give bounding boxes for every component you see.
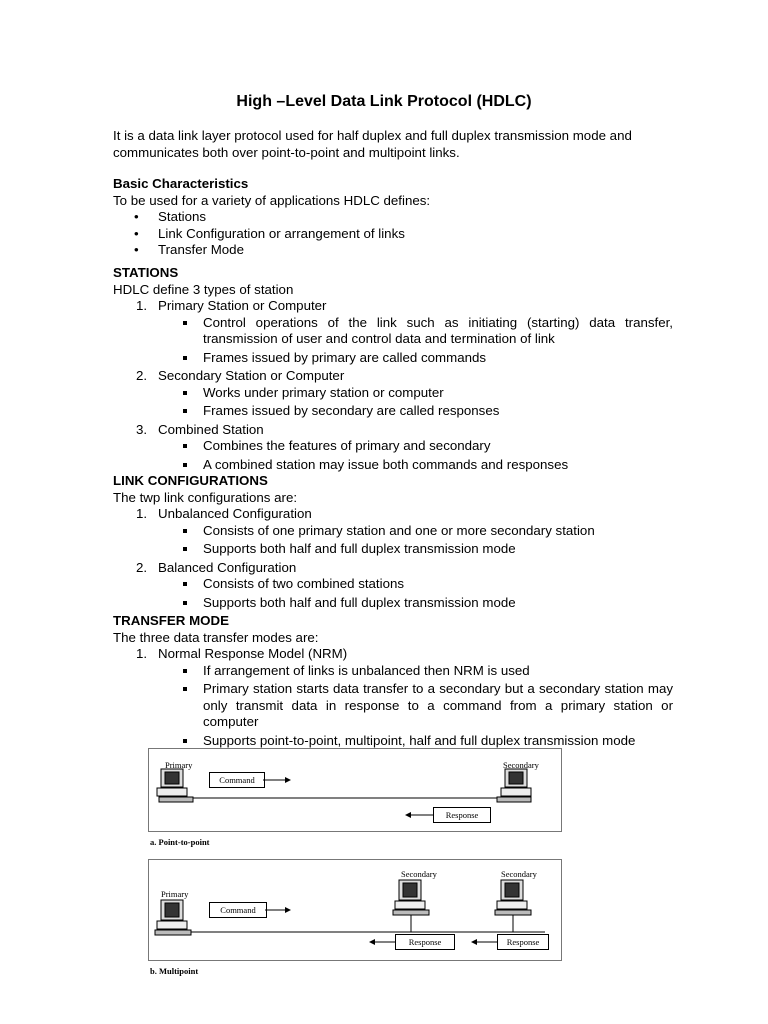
response-box: Response: [433, 807, 491, 823]
item-label: Balanced Configuration: [158, 559, 297, 575]
command-arrowhead: [285, 907, 291, 913]
sub-item: Consists of two combined stations: [113, 576, 673, 593]
sub-item: Consists of one primary station and one or more secondary station: [113, 523, 673, 540]
response-arrowhead: [405, 812, 411, 818]
computer-icon: [155, 900, 191, 935]
list-item: [113, 422, 673, 439]
numbered-list: [113, 298, 673, 315]
numbered-list: [113, 560, 673, 577]
sub-item: If arrangement of links is unbalanced then NRM is used: [113, 663, 673, 680]
item-number: 1.: [136, 298, 148, 313]
sub-item: Combines the features of primary and secondary: [113, 438, 673, 455]
list-item: • Transfer Mode: [113, 242, 673, 259]
item-number: 2.: [136, 559, 148, 575]
numbered-list: [113, 422, 673, 439]
sub-list: [113, 663, 673, 750]
page-title: High –Level Data Link Protocol (HDLC): [236, 93, 532, 110]
section-lead: HDLC define 3 types of station: [113, 281, 294, 297]
computer-icon: [157, 769, 193, 802]
command-box: Command: [209, 902, 267, 918]
item-label: Primary Station or Computer: [158, 298, 327, 313]
sub-list: [113, 438, 673, 473]
list-item: [113, 646, 673, 663]
link-configurations-section: [113, 473, 673, 613]
primary-label: Primary: [161, 889, 189, 899]
item-number: 3.: [136, 421, 148, 437]
command-arrowhead: [285, 777, 291, 783]
computer-icon: [497, 769, 531, 802]
sub-item: Frames issued by primary are called commands: [113, 350, 673, 367]
point-to-point-diagram: [148, 748, 562, 832]
item-number: 1.: [136, 506, 148, 521]
primary-label: Primary: [165, 760, 193, 770]
section-lead: The three data transfer modes are:: [113, 629, 319, 645]
list-item: [113, 298, 673, 315]
secondary-label: Secondary: [501, 869, 537, 879]
computer-icon: [393, 880, 429, 915]
section-heading: LINK CONFIGURATIONS: [113, 473, 268, 488]
figure-caption: a. Point-to-point: [150, 837, 210, 847]
list-item: • Stations: [113, 209, 673, 226]
numbered-list: [113, 368, 673, 385]
item-number: 2.: [136, 368, 148, 383]
bullet-list: [113, 209, 673, 259]
sub-list: [113, 385, 673, 420]
response-box: Response: [497, 934, 549, 950]
item-number: 1.: [136, 646, 148, 661]
section-lead: The twp link configurations are:: [113, 489, 298, 505]
item-label: Unbalanced Configuration: [158, 506, 312, 521]
sub-item: Supports both half and full duplex transmission mode: [113, 595, 673, 612]
command-box: Command: [209, 772, 265, 788]
sub-item: Supports point-to-point, multipoint, half and full duplex transmission mode: [113, 733, 673, 750]
multipoint-diagram: [148, 859, 562, 961]
sub-item: Control operations of the link such as initiating (starting) data transfer, transmission of user and control data and termination of link: [113, 315, 673, 348]
item-label: Secondary Station or Computer: [158, 368, 345, 383]
section-heading: Basic Characteristics: [113, 176, 249, 191]
item-label: Combined Station: [158, 421, 264, 437]
numbered-list: [113, 506, 673, 523]
sub-list: [113, 523, 673, 558]
response-box: Response: [395, 934, 455, 950]
stations-section: [113, 265, 673, 475]
response-arrowhead: [369, 939, 375, 945]
section-heading: STATIONS: [113, 265, 179, 280]
list-item: [113, 560, 673, 577]
secondary-label: Secondary: [401, 869, 437, 879]
sub-item: A combined station may issue both commands and responses: [113, 457, 673, 474]
figure-caption: b. Multipoint: [150, 966, 199, 976]
list-item: • Link Configuration or arrangement of links: [113, 226, 673, 243]
sub-list: [113, 315, 673, 367]
intro-paragraph: It is a data link layer protocol used for half duplex and full duplex transmission mode and communicates both over point-to-point and multipoint links.: [113, 128, 632, 160]
section-lead: To be used for a variety of applications HDLC defines:: [113, 192, 431, 208]
diagram-drawing: [149, 749, 561, 831]
sub-item: Works under primary station or computer: [113, 385, 673, 402]
numbered-list: [113, 646, 673, 663]
computer-icon: [495, 880, 531, 915]
sub-list: [113, 576, 673, 611]
basic-characteristics-section: [113, 176, 673, 259]
sub-item: Supports both half and full duplex transmission mode: [113, 541, 673, 558]
transfer-mode-section: [113, 613, 673, 751]
sub-item: Frames issued by secondary are called responses: [113, 403, 673, 420]
list-item: [113, 368, 673, 385]
sub-item: Primary station starts data transfer to a secondary but a secondary station may only transmit data in response to a command from a primary station or computer: [113, 681, 673, 731]
section-heading: TRANSFER MODE: [113, 613, 229, 628]
secondary-label: Secondary: [503, 760, 539, 770]
response-arrowhead: [471, 939, 477, 945]
item-label: Normal Response Model (NRM): [158, 646, 348, 661]
list-item: [113, 506, 673, 523]
